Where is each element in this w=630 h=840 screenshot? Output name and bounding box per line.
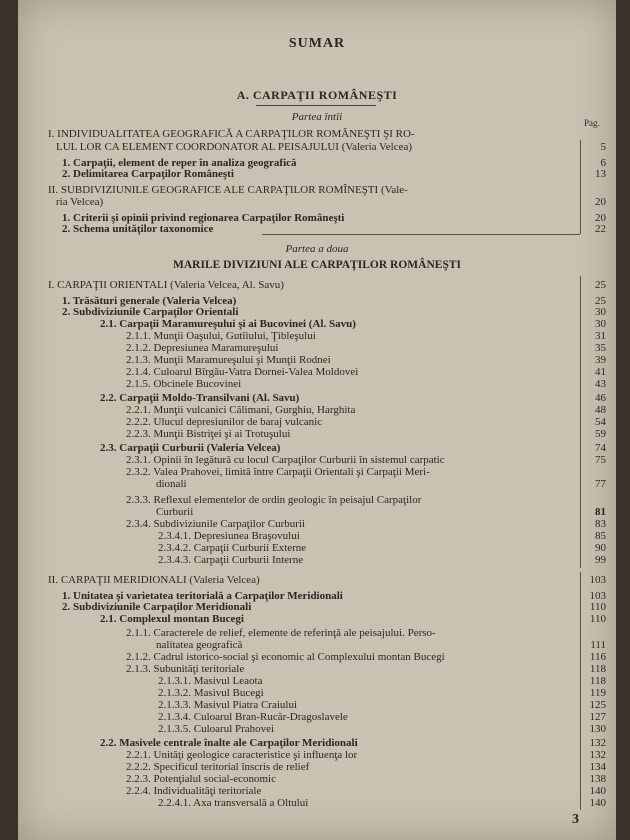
toc-entry: 2. Subdiviziunile Carpaţilor Meridionali xyxy=(62,601,252,613)
toc-page: 125 xyxy=(589,699,606,711)
toc-page: 30 xyxy=(595,306,606,318)
toc-page: 48 xyxy=(595,404,606,416)
toc-entry: dionali xyxy=(156,478,187,490)
toc-entry: 2.1. Carpaţii Maramureşului şi ai Bucovinei (Al. Savu) xyxy=(100,318,356,330)
part-two-heading: Partea a doua xyxy=(285,243,349,255)
toc-entry: 2.1.5. Obcinele Bucovinei xyxy=(126,378,242,390)
toc-entry: 2.3.4.1. Depresiunea Braşovului xyxy=(158,530,300,542)
toc-page: 110 xyxy=(589,613,606,625)
toc-entry: ria Velcea) xyxy=(56,196,104,208)
toc-page: 5 xyxy=(600,141,606,153)
toc-entry: 2.1. Complexul montan Bucegi xyxy=(100,613,244,625)
toc-entry: 2.1.2. Cadrul istorico-social şi economic al Complexului montan Bucegi xyxy=(126,651,445,663)
toc-page: 119 xyxy=(589,687,606,699)
page-number: 3 xyxy=(572,812,579,827)
toc-page: 132 xyxy=(589,749,606,761)
toc-entry: II. SUBDIVIZIUNILE GEOGRAFICE ALE CARPAŢILOR ROMÎNEŞTI (Vale- xyxy=(48,184,408,196)
toc-page: 110 xyxy=(589,601,606,613)
page-column-label: Pag. xyxy=(584,118,600,128)
toc-page: 39 xyxy=(595,354,606,366)
page-title: SUMAR xyxy=(288,36,346,51)
toc-entry: 2.1.3.4. Culoarul Bran-Rucăr-Dragoslavele xyxy=(158,711,348,723)
toc-entry: 2.1.1. Munţii Oaşului, Gutîiului, Ţibleşului xyxy=(126,330,316,342)
toc-page: 130 xyxy=(589,723,606,735)
toc-page: 134 xyxy=(589,761,606,773)
toc-page: 77 xyxy=(595,478,606,490)
toc-entry: nalitatea geografică xyxy=(156,639,243,651)
toc-entry: 2.3.4.3. Carpaţii Curburii Interne xyxy=(158,554,304,566)
toc-page: 25 xyxy=(595,279,606,291)
toc-entry: 2. Subdiviziunile Carpaţilor Orientali xyxy=(62,306,239,318)
toc-entry: 2.3.4.2. Carpaţii Curburii Externe xyxy=(158,542,307,554)
toc-page: 99 xyxy=(595,554,606,566)
toc-entry: 2.3. Carpaţii Curburii (Valeria Velcea) xyxy=(100,442,281,454)
toc-page: 74 xyxy=(595,442,606,454)
toc-entry: 2.1.4. Culoarul Bîrgău-Vatra Dornei-Valea Moldovei xyxy=(126,366,359,378)
toc-page: 138 xyxy=(589,773,606,785)
toc-page: 127 xyxy=(589,711,606,723)
toc-page: 20 xyxy=(595,212,606,224)
toc-entry: 2.2.1. Munţii vulcanici Călimani, Gurghiu, Harghita xyxy=(126,404,356,416)
toc-entry: Curburii xyxy=(156,506,194,518)
toc-page: 140 xyxy=(589,797,606,809)
toc-page: 140 xyxy=(589,785,606,797)
toc-page: 118 xyxy=(589,675,606,687)
toc-entry: I. CARPAŢII ORIENTALI (Valeria Velcea, Al. Savu) xyxy=(48,279,284,291)
toc-page: 103 xyxy=(589,590,606,602)
toc-page: 118 xyxy=(589,663,606,675)
toc-entry: 2.2.3. Munţii Bistriţei şi ai Trotuşului xyxy=(126,428,291,440)
toc-entry: 1. Unitatea şi varietatea teritorială a Carpaţilor Meridionali xyxy=(62,590,343,602)
toc-entry: LUL LOR CA ELEMENT COORDONATOR AL PEISAJULUI (Valeria Velcea) xyxy=(56,141,413,153)
toc-entry: 2.1.3. Subunităţi teritoriale xyxy=(126,663,245,675)
toc-page: 85 xyxy=(595,530,606,542)
toc-page: 35 xyxy=(595,342,606,354)
toc-page: 132 xyxy=(589,737,606,749)
divider xyxy=(262,234,580,235)
toc-entry: I. INDIVIDUALITATEA GEOGRAFICĂ A CARPAŢILOR ROMÂNEŞTI ŞI RO- xyxy=(48,128,415,140)
toc-page: 20 xyxy=(595,196,606,208)
toc-page: 25 xyxy=(595,295,606,307)
toc-entry: 2.2.3. Potenţialul social-economic xyxy=(126,773,276,785)
toc-entry: II. CARPAŢII MERIDIONALI (Valeria Velcea) xyxy=(48,574,260,586)
toc-page: 59 xyxy=(595,428,606,440)
toc-entry: 2.1.3.1. Masivul Leaota xyxy=(158,675,263,687)
toc-page: 31 xyxy=(595,330,606,342)
column-rule xyxy=(580,572,581,810)
column-rule xyxy=(580,140,581,234)
toc-entry: 2.3.4. Subdiviziunile Carpaţilor Curburii xyxy=(126,518,306,530)
toc-page: 54 xyxy=(595,416,606,428)
toc-entry: 2.1.3.3. Masivul Piatra Craiului xyxy=(158,699,298,711)
toc-entry: 2.2.4. Individualităţi teritoriale xyxy=(126,785,262,797)
toc-entry: 2.2. Carpaţii Moldo-Transilvani (Al. Savu) xyxy=(100,392,300,404)
toc-entry: 1. Carpaţii, element de reper în analiza geografică xyxy=(62,157,297,169)
toc-entry: 2.3.2. Valea Prahovei, limită între Carpaţii Orientali şi Carpaţii Meri- xyxy=(126,466,430,478)
toc-page: 75 xyxy=(595,454,606,466)
toc-entry: 2.1.3.5. Culoarul Prahovei xyxy=(158,723,275,735)
toc-entry: 2.2.4.1. Axa transversală a Oltului xyxy=(158,797,309,809)
toc-entry: 2.3.3. Reflexul elementelor de ordin geologic în peisajul Carpaţilor xyxy=(126,494,422,506)
toc-page: 103 xyxy=(589,574,606,586)
toc-page: 43 xyxy=(595,378,606,390)
toc-page: 22 xyxy=(595,223,606,235)
toc-entry: 2. Delimitarea Carpaţilor Româneşti xyxy=(62,168,234,180)
part-one-heading: Partea întîi xyxy=(291,111,343,123)
toc-entry: 2.2.2. Ulucul depresiunilor de baraj vulcanic xyxy=(126,416,323,428)
toc-entry: 1. Criterii şi opinii privind regionarea Carpaţilor Româneşti xyxy=(62,212,345,224)
toc-entry: 2.3.1. Opinii în legătură cu locul Carpaţilor Curburii în sistemul carpatic xyxy=(126,454,445,466)
column-rule xyxy=(580,276,581,568)
book-page xyxy=(18,0,616,840)
toc-page: 41 xyxy=(595,366,606,378)
toc-page: 116 xyxy=(589,651,606,663)
toc-entry: 2.1.2. Depresiunea Maramureşului xyxy=(126,342,279,354)
toc-page: 83 xyxy=(595,518,606,530)
toc-entry: 2.1.3. Munţii Maramureşului şi Munţii Rodnei xyxy=(126,354,331,366)
divider xyxy=(256,105,376,106)
toc-page: 90 xyxy=(595,542,606,554)
toc-page: 13 xyxy=(595,168,606,180)
toc-page: 111 xyxy=(590,639,606,651)
section-heading-a: A. CARPAŢII ROMÂNEŞTI xyxy=(236,88,398,102)
toc-page: 6 xyxy=(600,157,606,169)
toc-entry: 2.1.3.2. Masivul Bucegi xyxy=(158,687,264,699)
toc-page: 46 xyxy=(595,392,606,404)
toc-entry: 2.1.1. Caracterele de relief, elemente de referinţă ale peisajului. Perso- xyxy=(126,627,436,639)
toc-entry: 1. Trăsături generale (Valeria Velcea) xyxy=(62,295,237,307)
toc-entry: 2. Schema unităţilor taxonomice xyxy=(62,223,214,235)
toc-page: 30 xyxy=(595,318,606,330)
part-two-title: MARILE DIVIZIUNI ALE CARPAŢILOR ROMÂNEŞTI xyxy=(173,259,461,271)
toc-page: 81 xyxy=(595,506,606,518)
toc-entry: 2.2.1. Unităţi geologice caracteristice şi influenţa lor xyxy=(126,749,358,761)
toc-entry: 2.2. Masivele centrale înalte ale Carpaţilor Meridionali xyxy=(100,737,358,749)
toc-entry: 2.2.2. Specificul teritorial înscris de relief xyxy=(126,761,310,773)
